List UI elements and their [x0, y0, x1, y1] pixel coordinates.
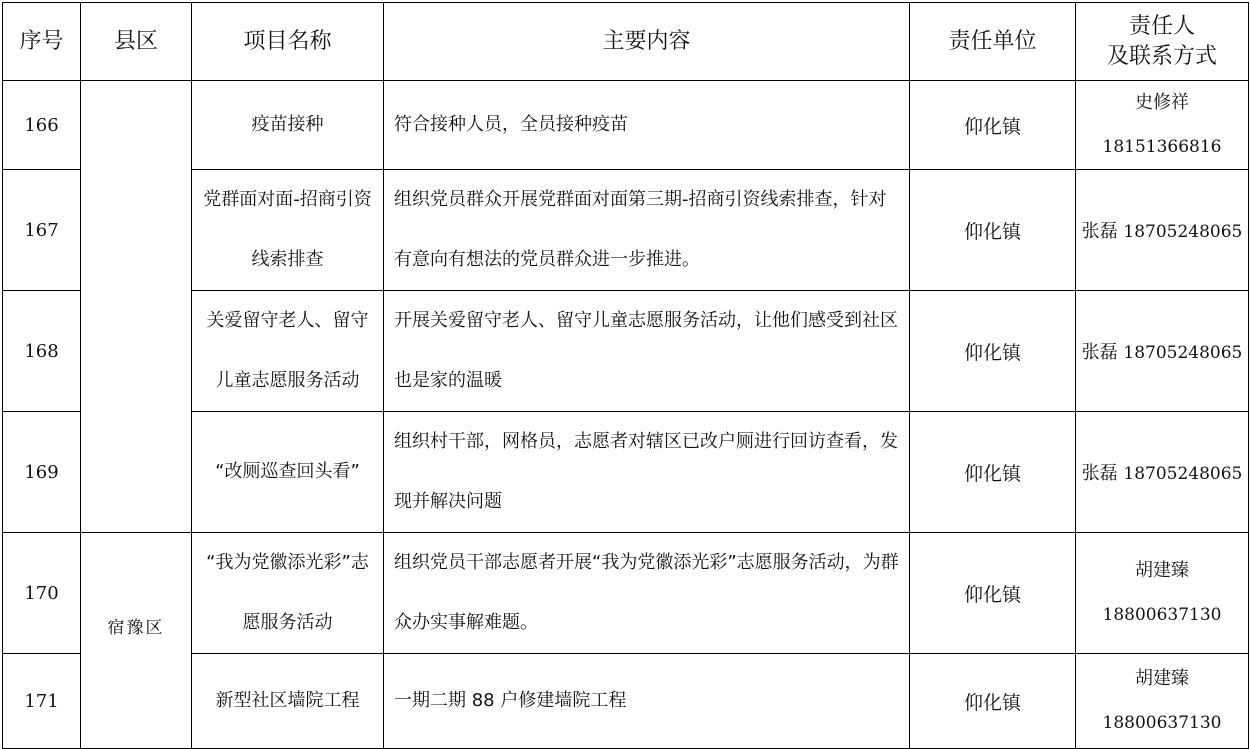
row-person: 张磊 — [1081, 221, 1118, 242]
row-person: 张磊 — [1081, 342, 1118, 363]
header-contact — [1076, 3, 1249, 81]
row-phone: 18705248065 — [1123, 464, 1243, 484]
county-name: 宿豫区 — [81, 533, 192, 749]
row-project: 关爱留守老人、留守儿童志愿服务活动 — [192, 291, 384, 412]
county-cell-empty — [81, 81, 192, 533]
row-seq: 166 — [3, 81, 81, 170]
header-unit: 责任单位 — [910, 3, 1076, 81]
row-content: 符合接种人员，全员接种疫苗 — [384, 81, 910, 170]
row-phone: 18800637130 — [1102, 605, 1222, 625]
row-phone: 18705248065 — [1123, 222, 1243, 242]
row-unit: 仰化镇 — [910, 81, 1076, 170]
header-project: 项目名称 — [192, 3, 384, 81]
row-person: 张磊 — [1081, 463, 1118, 484]
row-unit: 仰化镇 — [910, 291, 1076, 412]
header-row — [3, 3, 1249, 81]
table-row — [3, 533, 1249, 654]
row-unit: 仰化镇 — [910, 533, 1076, 654]
row-project: “我为党徽添光彩”志愿服务活动 — [192, 533, 384, 654]
row-person: 胡建臻 — [1135, 668, 1189, 689]
row-project: 疫苗接种 — [192, 81, 384, 170]
row-contact — [1076, 533, 1249, 654]
row-unit: 仰化镇 — [910, 654, 1076, 749]
header-county: 县区 — [81, 3, 192, 81]
row-content: 一期二期 88 户修建墙院工程 — [384, 654, 910, 749]
row-person: 史修祥 — [1135, 92, 1189, 113]
row-content: 组织党员群众开展党群面对面第三期-招商引资线索排查，针对有意向有想法的党员群众进一步推进。 — [384, 170, 910, 291]
row-project: 新型社区墙院工程 — [192, 654, 384, 749]
header-seq: 序号 — [3, 3, 81, 81]
row-person: 胡建臻 — [1135, 560, 1189, 581]
row-seq: 168 — [3, 291, 81, 412]
header-contact-line2: 及联系方式 — [1106, 43, 1217, 69]
row-contact — [1076, 81, 1249, 170]
row-phone: 18800637130 — [1102, 713, 1222, 733]
row-seq: 171 — [3, 654, 81, 749]
project-table — [2, 2, 1249, 749]
row-unit: 仰化镇 — [910, 412, 1076, 533]
header-contact-line1: 责任人 — [1128, 13, 1195, 39]
row-project: “改厕巡查回头看” — [192, 412, 384, 533]
row-content: 组织村干部，网格员，志愿者对辖区已改户厕进行回访查看，发现并解决问题 — [384, 412, 910, 533]
row-phone: 18151366816 — [1102, 137, 1222, 157]
row-seq: 167 — [3, 170, 81, 291]
row-seq: 170 — [3, 533, 81, 654]
row-content: 组织党员干部志愿者开展“我为党徽添光彩”志愿服务活动，为群众办实事解难题。 — [384, 533, 910, 654]
row-content: 开展关爱留守老人、留守儿童志愿服务活动，让他们感受到社区也是家的温暖 — [384, 291, 910, 412]
table-row — [3, 81, 1249, 170]
header-content: 主要内容 — [384, 3, 910, 81]
row-contact — [1076, 412, 1249, 533]
row-contact — [1076, 291, 1249, 412]
row-seq: 169 — [3, 412, 81, 533]
row-contact — [1076, 654, 1249, 749]
row-phone: 18705248065 — [1123, 343, 1243, 363]
row-unit: 仰化镇 — [910, 170, 1076, 291]
row-project: 党群面对面-招商引资线索排查 — [192, 170, 384, 291]
row-contact — [1076, 170, 1249, 291]
